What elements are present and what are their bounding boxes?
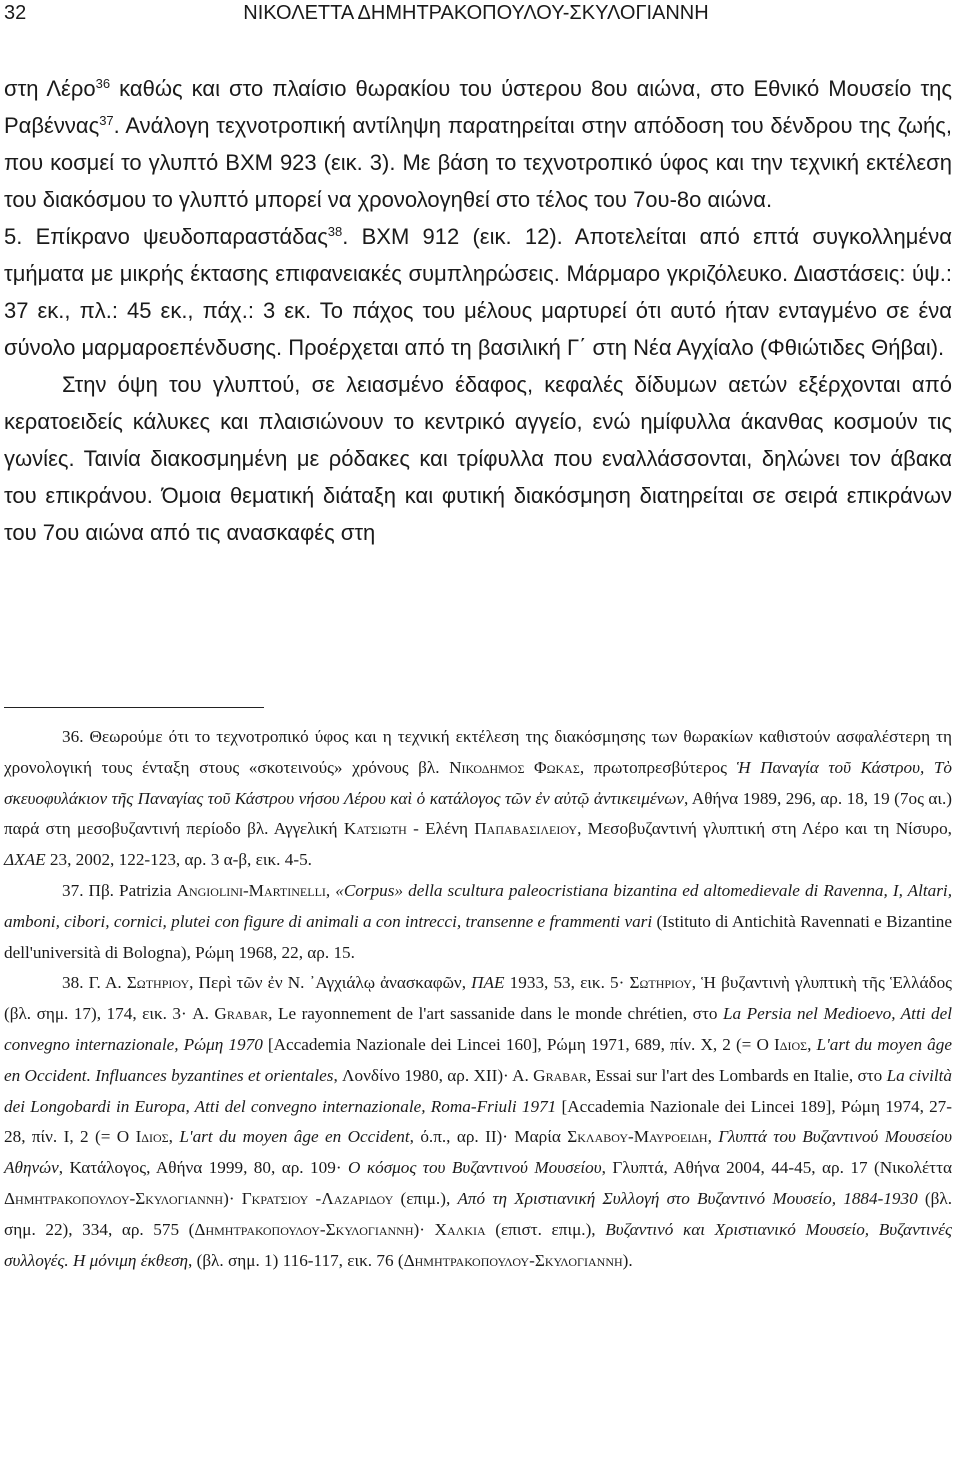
footnote-36: 36. Θεωρούμε ότι το τεχνοτροπικό ύφος και η τεχνική εκτέλεση της διακόσμησης των θωρακίων καθιστούν ασφαλέστερη τη χρονολογική τους ένταξη στους «σκοτεινούς» χρόνους βλ. Νικοδημος Φωκας, πρωτοπρεσβύτερος Ἡ Παναγία τοῦ Κάστρου, Τὸ σκευοφυλάκιον τῆς Παναγίας τοῦ Κάστρου νήσου Λέρου καὶ ὁ κατάλογος τῶν ἐν αὐτῷ ἀντικειμένων, Αθήνα 1989, 296, αρ. 18, 19 (7ος αι.) παρά στη μεσοβυζαντινή περίοδο βλ. Αγγελική Κατσιωτη - Ελένη Παπαβασιλειου, Μεσοβυζαντινή γλυπτική στη Λέρο και τη Νίσυρο, ΔΧΑΕ 23, 2002, 122-123, αρ. 3 α-β, εικ. 4-5.: [4, 727, 952, 870]
running-title: ΝΙΚΟΛΕΤΤΑ ΔΗΜΗΤΡΑΚΟΠΟΥΛΟΥ-ΣΚΥΛΟΓΙΑΝΝΗ: [243, 2, 709, 24]
footnotes: [4, 722, 952, 1276]
page-number: 32: [4, 2, 27, 24]
main-text: [4, 70, 952, 551]
running-header: [4, 2, 948, 32]
paragraph-2-catalogue-entry: 5. Επίκρανο ψευδοπαραστάδας$^{38}$. ΒΧΜ 912 (εικ. 12). Αποτελείται από επτά συγκολλημένα τμήματα με μικρής έκτασης επιφανειακές συμπληρώσεις. Μάρμαρο γκριζόλευκο. Διαστάσεις: ύψ.: 37 εκ., πλ.: 45 εκ., πάχ.: 3 εκ. Το πάχος του μέλους μαρτυρεί ότι αυτό ήταν ενταγμένο σε ένα σύνολο μαρμαροεπένδυσης. Προέρχεται από τη βασιλική Γ΄ στη Νέα Αγχίαλο (Φθιώτιδες Θήβαι).: [4, 224, 952, 360]
footnote-divider: [4, 707, 264, 708]
footnote-ref-37[interactable]: 37: [99, 113, 114, 128]
footnote-ref-38[interactable]: 38: [327, 224, 343, 239]
footnote-ref-36[interactable]: 36: [95, 76, 111, 91]
paragraph-3: Στην όψη του γλυπτού, σε λειασμένο έδαφος, κεφαλές δίδυμων αετών εξέρχονται από κερατοειδείς κάλυκες και πλαισιώνουν το κεντρικό αγγείο, ενώ ημίφυλλα άκανθας κοσμούν τις γωνίες. Ταινία διακοσμημένη με ρόδακες και τρίφυλλα που εναλλάσσονται, δηλώνει τον άβακα του επικράνου. Όμοια θεματική διάταξη και φυτική διακόσμηση διατηρείται σε σειρά επικράνων του 7ου αιώνα από τις ανασκαφές στη: [4, 372, 952, 545]
footnote-38: 38. Γ. Α. Σωτηριου, Περὶ τῶν ἐν Ν. ᾿Αγχιάλῳ ἀνασκαφῶν, ΠΑΕ 1933, 53, εικ. 5· Σωτηριου, Ἡ βυζαντινὴ γλυπτικὴ τῆς Ἑλλάδος (βλ. σημ. 17), 174, εικ. 3· A. Grabar, Le rayonnement de l'art sassanide dans le monde chrétien, στο La Persia nel Medioevo, Atti del convegno internazionale, Ρώμη 1970 [Accademia Nazionale dei Lincei 160], Ρώμη 1971, 689, πίν. X, 2 (= Ο Ιδιος, L'art du moyen âge en Occident. Influances byzantines et orientales, Λονδίνο 1980, αρ. XII)· A. Grabar, Essai sur l'art des Lombards en Italie, στο La civiltà dei Longobardi in Europa, Atti del convegno internazionale, Roma-Friuli 1971 [Accademia Nazionale dei Lincei 189], Ρώμη 1974, 27-28, πίν. I, 2 (= Ο Ιδιος, L'art du moyen âge en Occident, ό.π., αρ. II)· Μαρία Σκλαβου-Μαυροειδη, Γλυπτά του Βυζαντινού Μουσείου Αθηνών, Κατάλογος, Αθήνα 1999, 80, αρ. 109· Ο κόσμος του Βυζαντινού Μουσείου, Γλυπτά, Αθήνα 2004, 44-45, αρ. 17 (Νικολέττα Δημητρακοπουλου-Σκυλογιαννη)· Γκρατσιου -Λαζαριδου (επιμ.), Από τη Χριστιανική Συλλογή στο Βυζαντινό Μουσείο, 1884-1930 (βλ. σημ. 22), 334, αρ. 575 (Δημητρακοπουλου-Σκυλογιαννη)· Χαλκια (επιστ. επιμ.), Βυζαντινό και Χριστιανικό Μουσείο, Βυζαντινές συλλογές. Η μόνιμη έκθεση, (βλ. σημ. 1) 116-117, εικ. 76 (Δημητρακοπουλου-Σκυλογιαννη).: [4, 973, 953, 1270]
paragraph-1: στη Λέρο$^{36}$ καθώς και στο πλαίσιο θωρακίου του ύστερου 8ου αιώνα, στο Εθνικό Μουσείο της Ραβέννας$^{37}$. Ανάλογη τεχνοτροπική αντίληψη παρατηρείται στην απόδοση του δένδρου της ζωής, που κοσμεί το γλυπτό ΒΧΜ 923 (εικ. 3). Με βάση το τεχνοτροπικό ύφος και την τεχνική εκτέλεση του διακόσμου το γλυπτό μπορεί να χρονολογηθεί στο τέλος του 7ου-8ο αιώνα.: [4, 76, 952, 212]
footnote-37: 37. Πβ. Patrizia Angiolini-Martinelli, «Corpus» della scultura paleocristiana bizantina ed altomedievale di Ravenna, I, Altari, amboni, cibori, cornici, plutei con figure di animali a con intrecci, transenne e frammenti vari (Istituto di Antichità Ravennati e Bizantine dell'università di Bologna), Ρώμη 1968, 22, αρ. 15.: [4, 880, 952, 962]
